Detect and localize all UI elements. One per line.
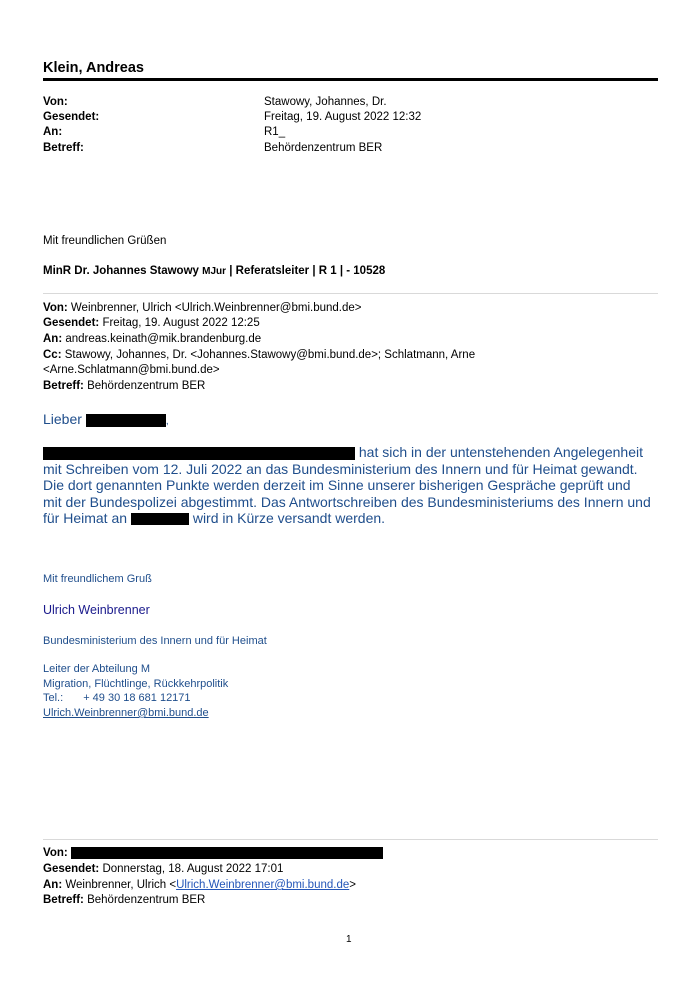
signature-department: Migration, Flüchtlinge, Rückkehrpolitik — [43, 678, 229, 690]
fwd2-from-row: Von: — [43, 846, 383, 861]
fwd2-to-email-link[interactable]: Ulrich.Weinbrenner@bmi.bund.de — [176, 879, 350, 891]
signature-closing: Mit freundlichem Gruß — [43, 573, 152, 585]
page-number: 1 — [346, 934, 352, 945]
fwd1-subject-row: Betreff: Behördenzentrum BER — [43, 380, 206, 392]
redaction-block — [86, 414, 166, 427]
page-title: Klein, Andreas — [43, 60, 144, 76]
header-sent-label: Gesendet: — [43, 111, 100, 123]
separator-1 — [43, 293, 658, 294]
signature-email-link[interactable]: Ulrich.Weinbrenner@bmi.bund.de — [43, 707, 209, 719]
fwd1-cc-row-cont: <Arne.Schlatmann@bmi.bund.de> — [43, 364, 220, 376]
fwd2-to-row: An: Weinbrenner, Ulrich <Ulrich.Weinbrenner@bmi.bund.de> — [43, 879, 356, 891]
header-from-label: Von: — [43, 96, 68, 108]
fwd1-from-row: Von: Weinbrenner, Ulrich <Ulrich.Weinbrenner@bmi.bund.de> — [43, 302, 362, 314]
redaction-block — [71, 847, 383, 859]
signature-person: Ulrich Weinbrenner — [43, 603, 150, 617]
signature-ministry: Bundesministerium des Innern und für Heimat — [43, 635, 267, 647]
header-to-label: An: — [43, 126, 63, 138]
reply-signature — [43, 264, 385, 279]
fwd1-to-row: An: andreas.keinath@mik.brandenburg.de — [43, 333, 262, 345]
message-paragraph — [43, 444, 663, 527]
title-divider — [43, 78, 658, 81]
signature-mjur: MJur — [202, 266, 227, 277]
reply-greeting: Mit freundlichen Grüßen — [43, 235, 167, 247]
message-salutation: Lieber , — [43, 411, 169, 427]
header-subject-label: Betreff: — [43, 142, 84, 154]
signature-role: | Referatsleiter | R 1 | - 10528 — [226, 265, 386, 277]
signature-email[interactable] — [43, 706, 209, 721]
header-to-value: R1_ — [264, 126, 286, 138]
signature-name: MinR Dr. Johannes Stawowy — [43, 265, 203, 277]
header-sent-value: Freitag, 19. August 2022 12:32 — [264, 111, 422, 123]
separator-2 — [43, 839, 658, 840]
message-line-3: Die dort genannten Punkte werden derzeit im Sinne unserer bisherigen Gespräche geprüft und — [43, 477, 631, 493]
fwd1-sent-row: Gesendet: Freitag, 19. August 2022 12:25 — [43, 317, 260, 329]
signature-position: Leiter der Abteilung M — [43, 663, 151, 675]
message-line-4: mit der Bundespolizei abgestimmt. Das Antwortschreiben des Bundesministeriums des Innern und — [43, 493, 651, 510]
fwd1-cc-row: Cc: Stawowy, Johannes, Dr. <Johannes.Stawowy@bmi.bund.de>; Schlatmann, Arne — [43, 349, 476, 361]
fwd2-sent-row: Gesendet: Donnerstag, 18. August 2022 17:01 — [43, 863, 284, 875]
message-line-2: mit Schreiben vom 12. Juli 2022 an das Bundesministerium des Innern und für Heimat gewandt. — [43, 460, 638, 477]
redaction-block — [131, 513, 189, 525]
message-line-1: hat sich in der untenstehenden Angelegenheit — [43, 444, 663, 461]
header-from-value: Stawowy, Johannes, Dr. — [264, 96, 387, 108]
message-line-5: für Heimat an wird in Kürze versandt werden. — [43, 510, 386, 526]
fwd2-subject-row: Betreff: Behördenzentrum BER — [43, 894, 206, 906]
header-subject-value: Behördenzentrum BER — [264, 142, 383, 154]
redaction-block — [43, 447, 355, 460]
signature-phone: Tel.: + 49 30 18 681 12171 — [43, 692, 191, 704]
